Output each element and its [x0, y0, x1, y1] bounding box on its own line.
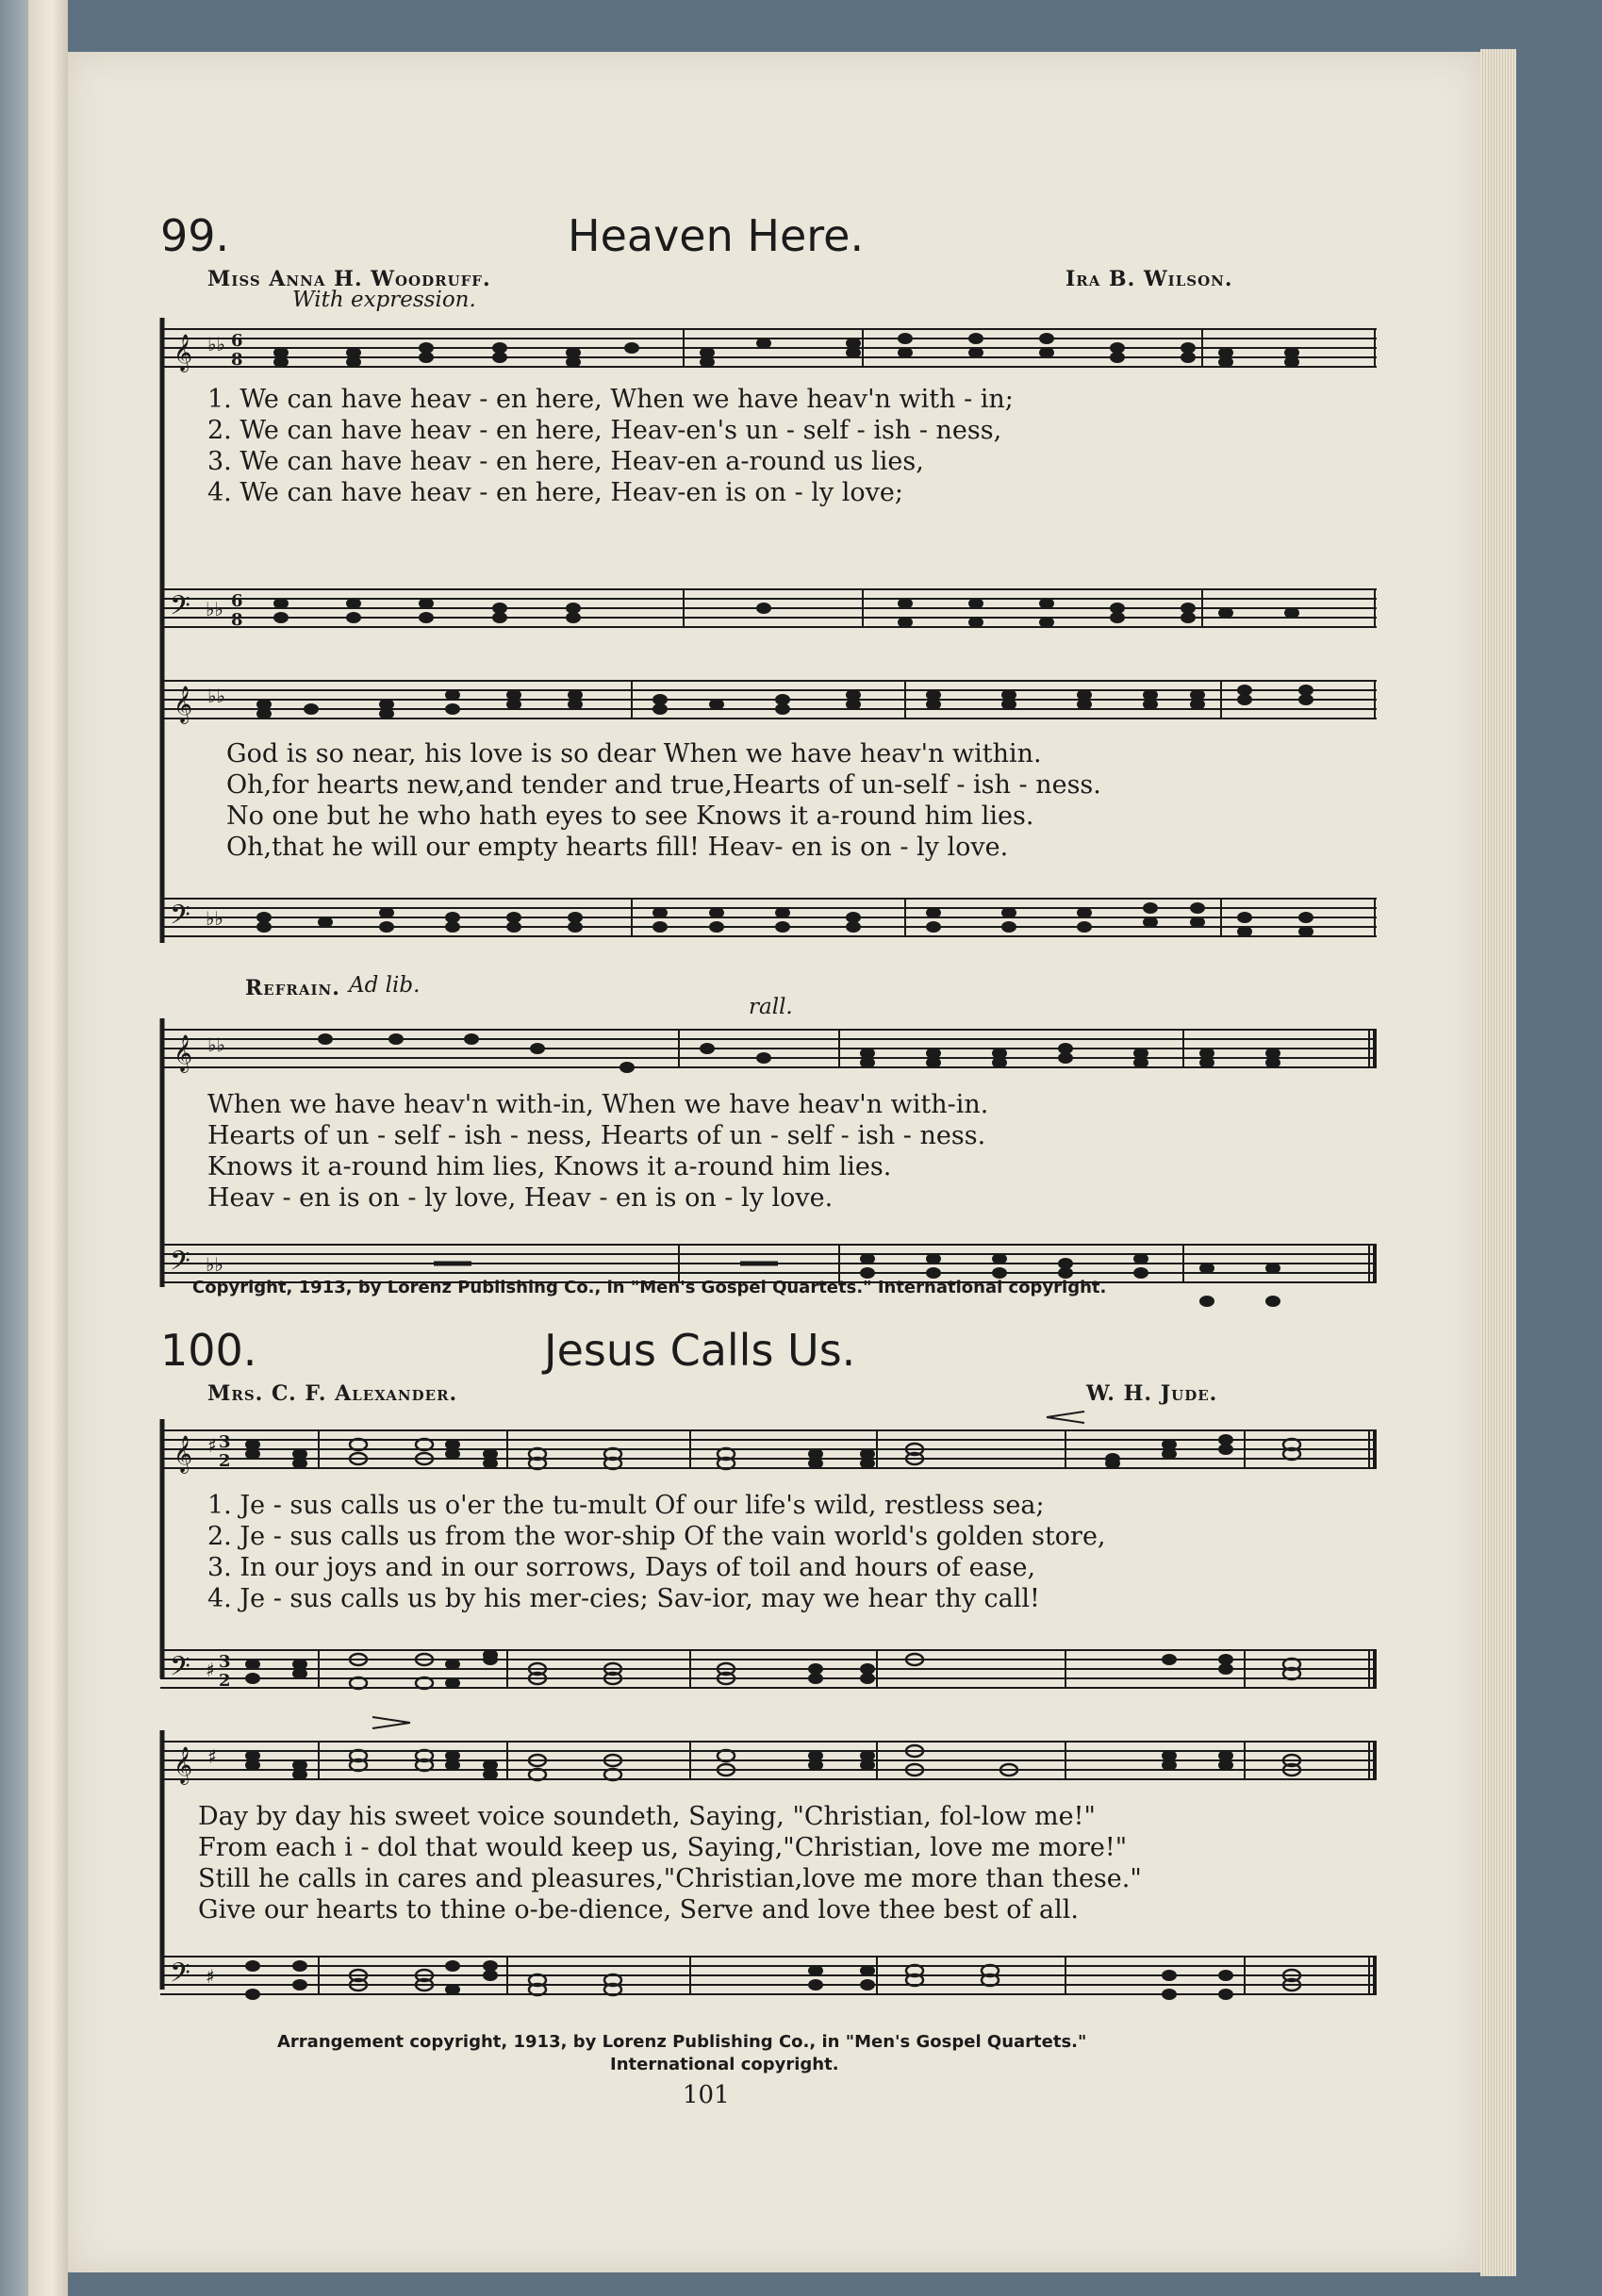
hymnal-page: [68, 52, 1480, 2272]
svg-text:3: 3: [219, 1652, 231, 1672]
verse-line: 2. Je - sus calls us from the wor-ship Of the vain world's golden store,: [207, 1522, 1106, 1551]
treble-staff-system-1: [160, 318, 1377, 384]
treble-staff-system-3: [160, 1419, 1377, 1485]
bass-staff-system-4: [160, 1947, 1377, 2013]
svg-text:♯: ♯: [207, 1434, 217, 1457]
verse-lines-100-system-1: [207, 1490, 1106, 1614]
verse-line: 2. We can have heav - en here, Heav-en's un - self - ish - ness,: [207, 416, 1002, 445]
verse-line: Give our hearts to thine o-be-dience, Serve and love thee best of all.: [198, 1895, 1080, 1924]
copyright-notice-100: Arrangement copyright, 1913, by Lorenz Publishing Co., in "Men's Gospel Quartets.": [277, 2032, 1087, 2052]
verse-lines-99-refrain: [207, 1089, 988, 1214]
verse-line: Knows it a-round him lies, Knows it a-round him lies.: [207, 1152, 892, 1181]
hymn-title-100: Jesus Calls Us.: [544, 1325, 856, 1376]
verse-line: When we have heav'n with-in, When we have heav'n with-in.: [207, 1090, 989, 1119]
hymn-number-99: 99.: [160, 210, 230, 261]
composer-credit-99: Ira B. Wilson.: [1065, 267, 1233, 291]
book-spine: [0, 0, 28, 2296]
verse-lines-99-system-1: [207, 384, 1014, 508]
svg-text:3: 3: [219, 1432, 231, 1452]
svg-text:𝄞: 𝄞: [173, 1034, 193, 1072]
verse-line: 3. In our joys and in our sorrows, Days of toil and hours of ease,: [207, 1553, 1036, 1582]
verse-line: 1. We can have heav - en here, When we have heav'n with - in;: [207, 385, 1014, 414]
bass-staff-system-3: [160, 1641, 1377, 1707]
svg-text:𝄢: 𝄢: [170, 900, 190, 937]
svg-text:6: 6: [231, 591, 243, 611]
svg-text:♯: ♯: [206, 1659, 215, 1681]
svg-text:𝄢: 𝄢: [170, 1651, 190, 1689]
verse-line: Oh,that he will our empty hearts fill! Heav- en is on - ly love.: [226, 833, 1009, 862]
svg-text:2: 2: [219, 1451, 231, 1471]
copyright-notice-99: Copyright, 1913, by Lorenz Publishing Co., in "Men's Gospel Quartets." International copyright.: [192, 1278, 1107, 1297]
copyright-notice-100-line2: International copyright.: [610, 2055, 839, 2074]
author-credit-99: Miss Anna H. Woodruff.: [207, 267, 491, 291]
verse-line: 4. We can have heav - en here, Heav-en is on - ly love;: [207, 478, 903, 507]
verse-line: From each i - dol that would keep us, Saying,"Christian, love me more!": [198, 1833, 1128, 1862]
svg-text:♭♭: ♭♭: [207, 1033, 225, 1056]
verse-line: 4. Je - sus calls us by his mer-cies; Sav-ior, may we hear thy call!: [207, 1584, 1040, 1613]
verse-line: Still he calls in cares and pleasures,"Christian,love me more than these.": [198, 1864, 1142, 1893]
treble-staff-system-2: [160, 669, 1377, 735]
verse-line: No one but he who hath eyes to see Knows it a-round him lies.: [226, 801, 1034, 831]
svg-text:♭♭: ♭♭: [206, 907, 223, 930]
verse-line: Heav - en is on - ly love, Heav - en is on - ly love.: [207, 1183, 834, 1213]
svg-text:♯: ♯: [207, 1745, 217, 1768]
page-number: 101: [683, 2081, 730, 2109]
svg-text:𝄞: 𝄞: [173, 1746, 193, 1784]
verse-lines-100-system-2: [198, 1801, 1142, 1925]
bass-staff-system-2: [160, 889, 1377, 955]
verse-line: 3. We can have heav - en here, Heav-en a-round us lies,: [207, 447, 924, 476]
left-page-edge: [28, 0, 68, 2296]
hymn-number-100: 100.: [160, 1325, 257, 1376]
tempo-marking-99: With expression.: [292, 288, 476, 312]
refrain-label: Refrain.: [245, 976, 340, 1000]
svg-text:𝄢: 𝄢: [170, 1957, 190, 1995]
hymn-title-99: Heaven Here.: [568, 210, 865, 261]
svg-text:𝄞: 𝄞: [173, 685, 193, 723]
svg-text:8: 8: [231, 610, 243, 630]
verse-lines-99-system-2: [226, 738, 1101, 863]
rall-marking: rall.: [749, 995, 793, 1019]
treble-staff-system-4: [160, 1730, 1377, 1796]
svg-text:♭♭: ♭♭: [206, 598, 223, 620]
ad-lib-marking: Ad lib.: [349, 973, 421, 998]
page-stack-edges: [1480, 49, 1516, 2276]
treble-staff-refrain: [160, 1018, 1377, 1084]
svg-text:2: 2: [219, 1671, 231, 1691]
bass-staff-system-1: [160, 580, 1377, 646]
composer-credit-100: W. H. Jude.: [1086, 1381, 1218, 1406]
svg-text:6: 6: [231, 331, 243, 351]
svg-text:8: 8: [231, 350, 243, 370]
verse-line: 1. Je - sus calls us o'er the tu-mult Of our life's wild, restless sea;: [207, 1491, 1045, 1520]
svg-text:♯: ♯: [206, 1965, 215, 1988]
svg-text:𝄞: 𝄞: [173, 334, 193, 372]
verse-line: Day by day his sweet voice soundeth, Saying, "Christian, fol-low me!": [198, 1802, 1096, 1831]
author-credit-100: Mrs. C. F. Alexander.: [207, 1381, 458, 1406]
svg-text:♭♭: ♭♭: [207, 333, 225, 355]
svg-text:𝄢: 𝄢: [170, 1246, 190, 1283]
svg-text:𝄢: 𝄢: [170, 590, 190, 628]
svg-text:♭♭: ♭♭: [207, 685, 225, 707]
verse-line: Oh,for hearts new,and tender and true,Hearts of un-self - ish - ness.: [226, 770, 1101, 800]
verse-line: Hearts of un - self - ish - ness, Hearts of un - self - ish - ness.: [207, 1121, 986, 1150]
svg-text:♭♭: ♭♭: [206, 1253, 223, 1276]
verse-line: God is so near, his love is so dear When we have heav'n within.: [226, 739, 1042, 768]
svg-text:𝄞: 𝄞: [173, 1435, 193, 1473]
